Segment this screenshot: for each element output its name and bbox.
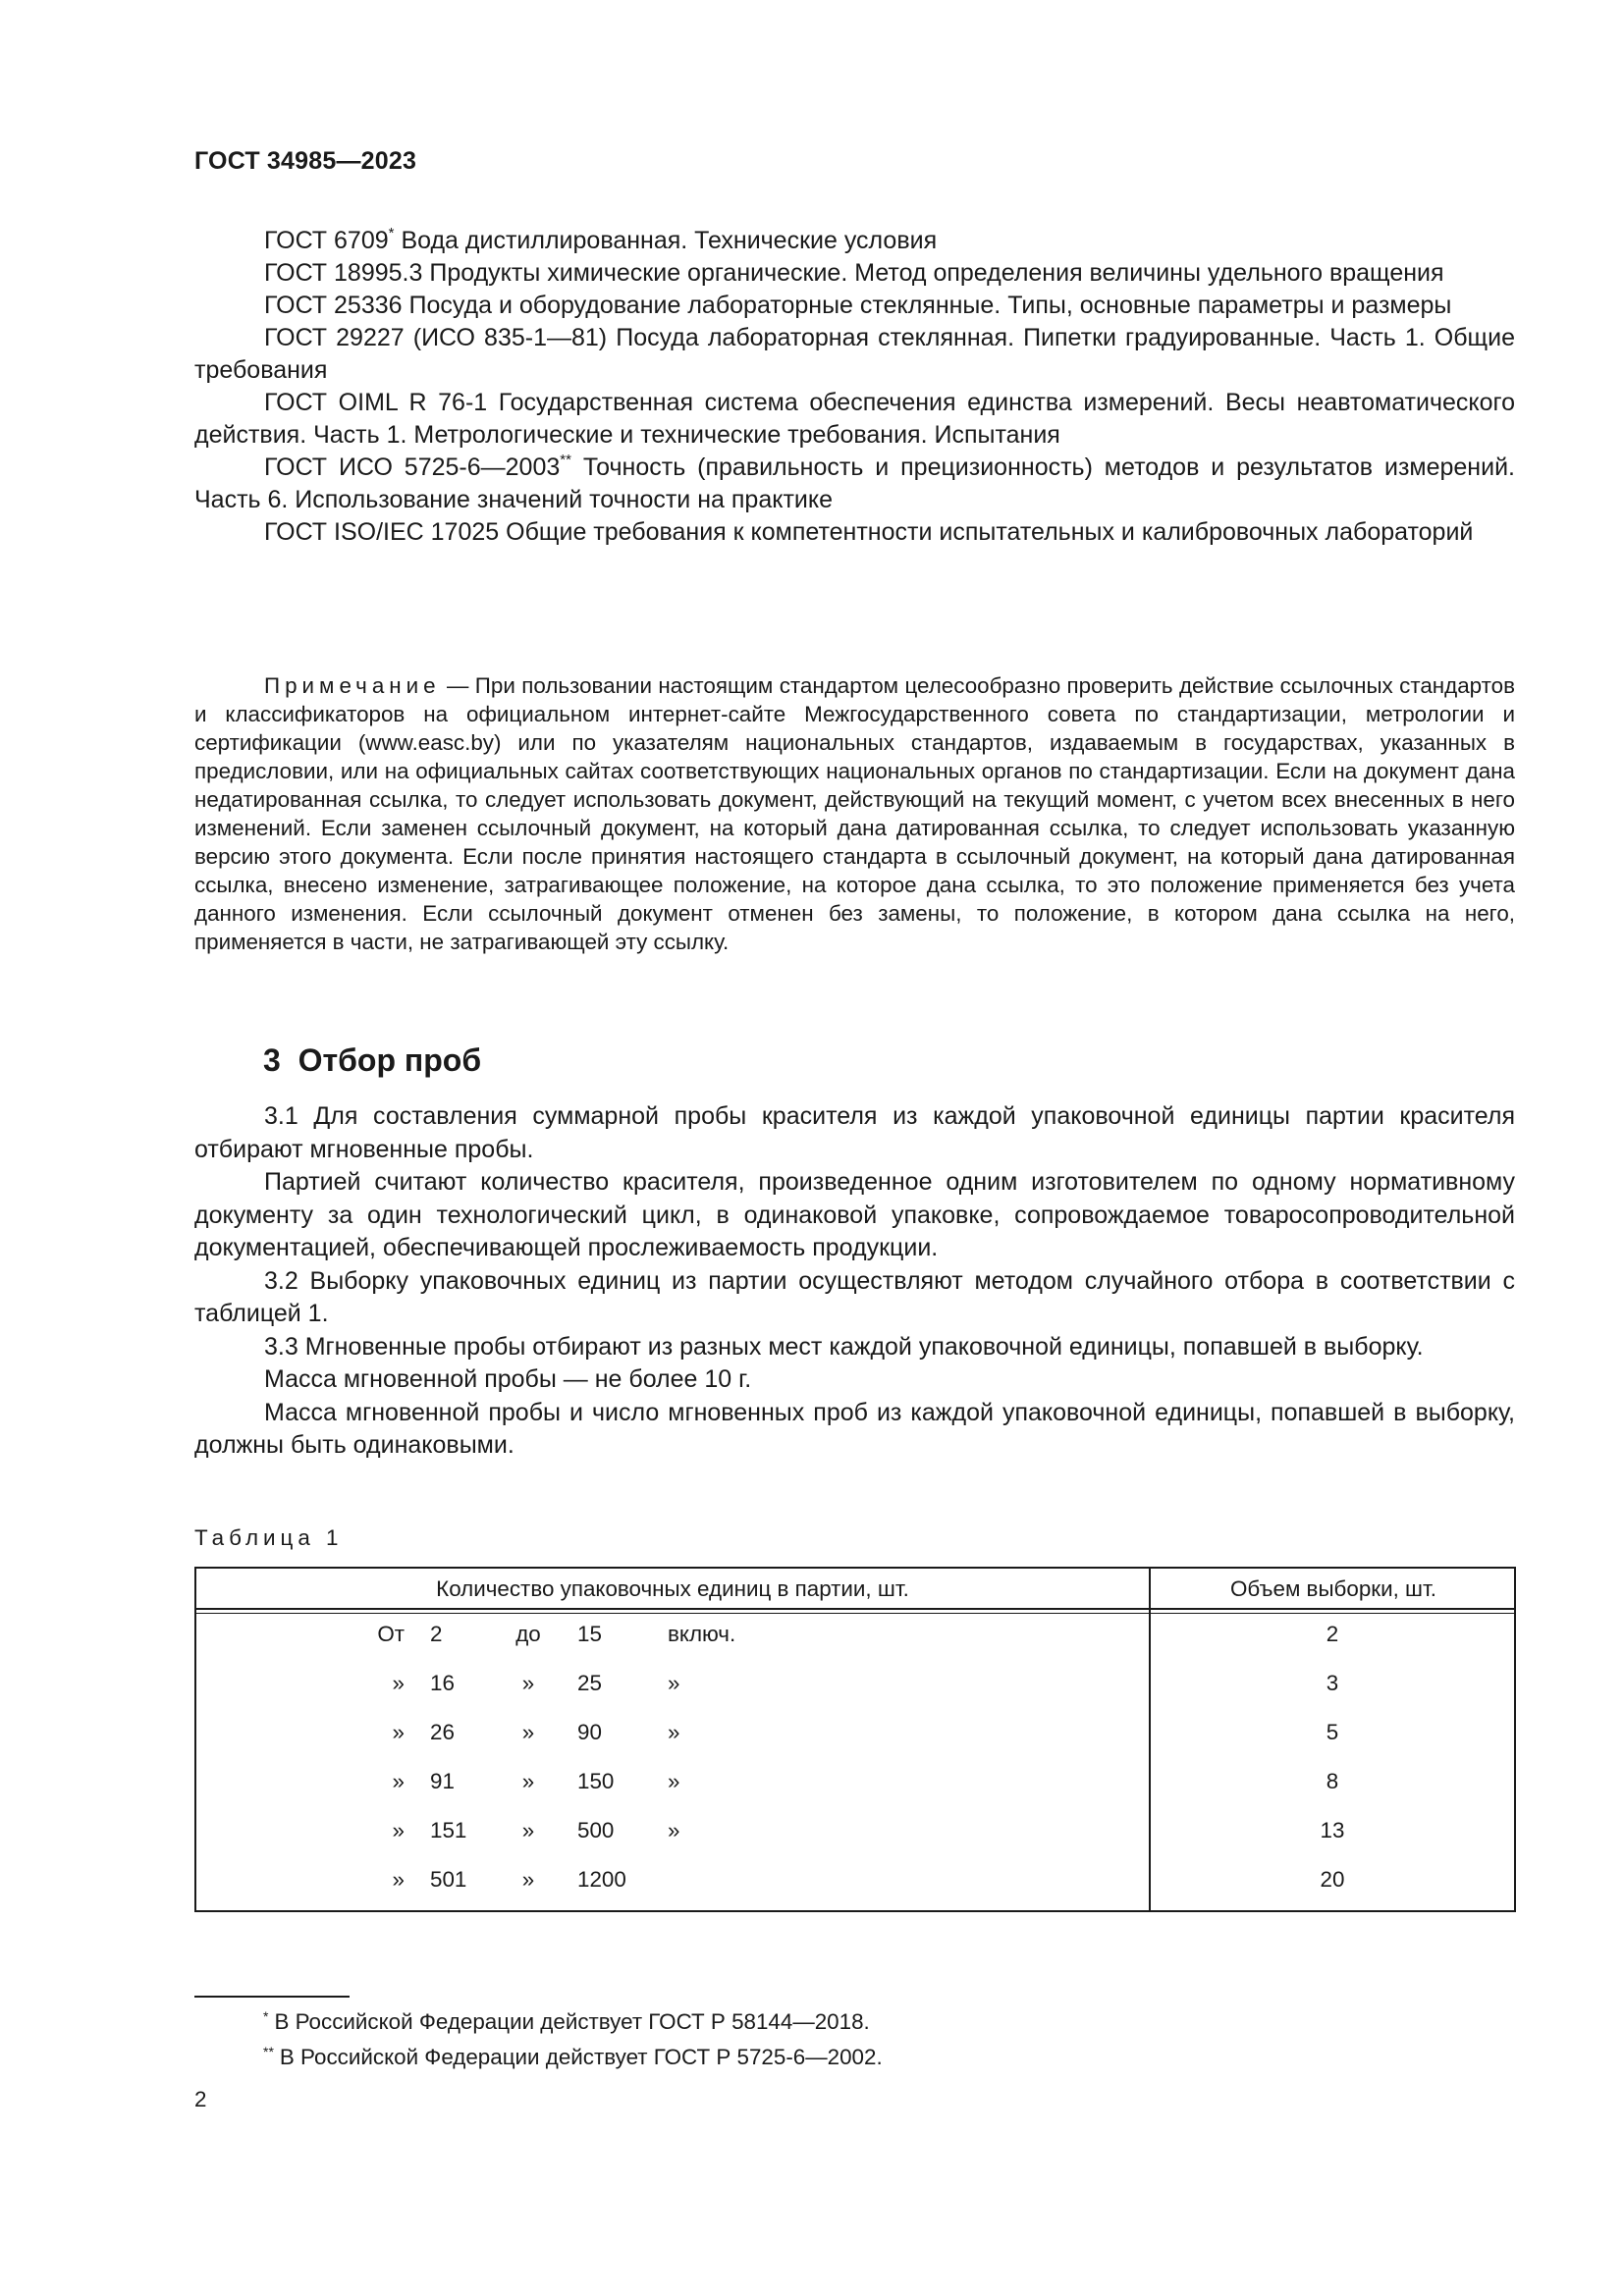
paragraph: Масса мгновенной пробы и число мгновенных проб из каждой упаковочной единицы, попавшей в выборку, должны быть одинаковыми. bbox=[194, 1398, 1515, 1459]
reference-item: ГОСТ ИСО 5725-6—2003** Точность (правильность и прецизионность) методов и результатов измерений. Часть 6. Использование значений точности на практике bbox=[194, 451, 1515, 513]
paragraph: Партией считают количество красителя, произведенное одним изготовителем по одному нормативному документу за один технологический цикл, в одинаковой упаковке, сопровождаемое товаросопроводительной документацией, обеспечивающей прослеживаемость продукции. bbox=[194, 1168, 1515, 1261]
table-header-cell: Количество упаковочных единиц в партии, шт. bbox=[436, 1576, 909, 1601]
page-number: 2 bbox=[194, 2087, 207, 2111]
table-header-rule bbox=[196, 1608, 1514, 1610]
normative-references bbox=[194, 225, 1515, 549]
table-header-cell: Объем выборки, шт. bbox=[1230, 1576, 1436, 1601]
table-caption: Таблица 1 bbox=[194, 1525, 344, 1550]
table-row: » 501 » 1200 20 bbox=[392, 1867, 1345, 1892]
table-row: От 2 до 15 включ. 2 bbox=[377, 1622, 1339, 1646]
paragraph: 3.1 Для составления суммарной пробы красителя из каждой упаковочной единицы партии красителя отбирают мгновенные пробы. bbox=[194, 1102, 1515, 1163]
sampling-table bbox=[194, 1567, 1516, 1912]
footnote: ** В Российской Федерации действует ГОСТ Р 5725-6—2002. bbox=[263, 2043, 883, 2069]
section-heading: 3 Отбор проб bbox=[263, 1042, 482, 1078]
reference-item: ГОСТ ISO/IEC 17025 Общие требования к компетентности испытательных и калибровочных лабораторий bbox=[264, 518, 1474, 546]
paragraph: Масса мгновенной пробы — не более 10 г. bbox=[264, 1365, 752, 1393]
footnotes bbox=[263, 2004, 883, 2075]
reference-item: ГОСТ 25336 Посуда и оборудование лабораторные стеклянные. Типы, основные параметры и размеры bbox=[264, 292, 1452, 319]
note-text: — При пользовании настоящим стандартом целесообразно проверить действие ссылочных стандартов и классификаторов на официальном интернет-сайте Межгосударственного совета по стандартизации, метрологии и сертификации (www.easc.by) или по указателям национальных стандартов, издаваемым в государствах, указанных в предисловии, или на официальных сайтах соответствующих национальных органов по стандартизации. Если на документ дана недатированная ссылка, то следует использовать документ, действующий на текущий момент, с учетом всех внесенных в него изменений. Если заменен ссылочный документ, на который дана датированная ссылка, то следует использовать указанную версию этого документа. Если после принятия настоящего стандарта в ссылочный документ, на который дана датированная ссылка, внесено изменение, затрагивающее положение, на которое дана ссылка, то это положение применяется без учета данного изменения. Если ссылочный документ отменен без замены, то положение, в котором дана ссылка на него, применяется в части, не затрагивающей эту ссылку. bbox=[194, 673, 1515, 954]
paragraph: 3.2 Выборку упаковочных единиц из партии осуществляют методом случайного отбора в соответствии с таблицей 1. bbox=[194, 1266, 1515, 1327]
reference-item: ГОСТ OIML R 76-1 Государственная система обеспечения единства измерений. Весы неавтоматического действия. Часть 1. Метрологические и технические требования. Испытания bbox=[194, 389, 1515, 449]
reference-item: ГОСТ 18995.3 Продукты химические органические. Метод определения величины удельного вращения bbox=[264, 259, 1444, 287]
note-label: Примечание bbox=[264, 673, 441, 698]
note-paragraph bbox=[194, 671, 1515, 956]
document-header: ГОСТ 34985—2023 bbox=[194, 147, 417, 175]
table-row: » 151 » 500 » 13 bbox=[392, 1818, 1345, 1842]
reference-item: ГОСТ 6709* Вода дистиллированная. Технические условия bbox=[264, 224, 938, 254]
reference-item: ГОСТ 29227 (ИСО 835-1—81) Посуда лабораторная стеклянная. Пипетки градуированные. Часть 1. Общие требования bbox=[194, 324, 1515, 384]
table-row: » 26 » 90 » 5 bbox=[392, 1720, 1339, 1744]
footnote: * В Российской Федерации действует ГОСТ Р 58144—2018. bbox=[263, 2007, 870, 2034]
table-header-rule bbox=[196, 1613, 1514, 1614]
paragraph: 3.3 Мгновенные пробы отбирают из разных мест каждой упаковочной единицы, попавшей в выборку. bbox=[264, 1332, 1424, 1361]
table-row: » 16 » 25 » 3 bbox=[392, 1671, 1339, 1695]
table-row: » 91 » 150 » 8 bbox=[392, 1769, 1339, 1793]
section-body bbox=[194, 1100, 1515, 1463]
footnote-rule bbox=[194, 1996, 350, 1998]
